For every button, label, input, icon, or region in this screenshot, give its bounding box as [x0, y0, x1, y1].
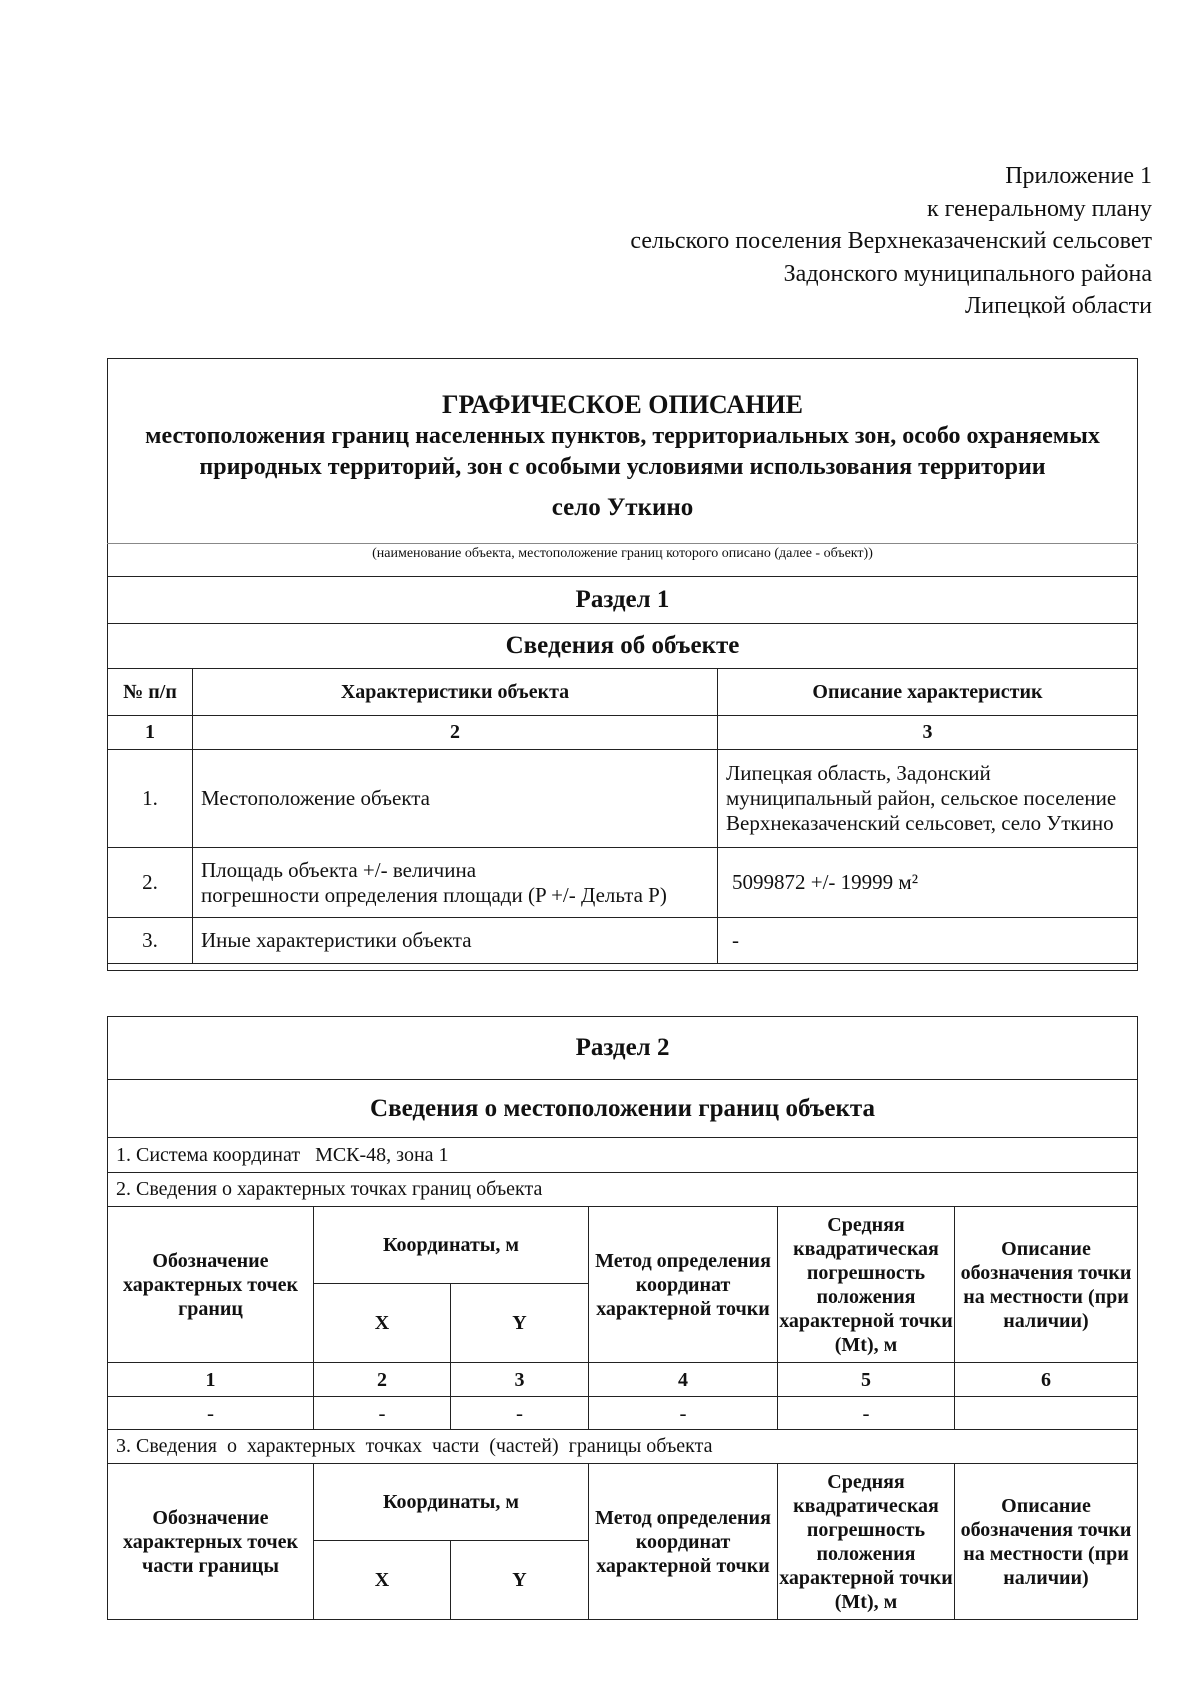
- header-line: сельского поселения Верхнеказаченский сельсовет: [630, 228, 1152, 254]
- coord-system-label: 1. Система координат: [116, 1143, 301, 1166]
- col-coordinates: Координаты, м: [314, 1464, 589, 1541]
- col-location-description: Описание обозначения точки на местности (при наличии): [955, 1464, 1138, 1620]
- section2-heading: Сведения о местоположении границ объекта: [108, 1080, 1138, 1138]
- column-number: 1: [108, 716, 193, 750]
- table-row: [108, 1397, 1138, 1430]
- header-line: к генеральному плану: [926, 195, 1152, 222]
- col-y: Y: [451, 1284, 589, 1363]
- table-cell: -: [589, 1397, 778, 1430]
- table-tail-row: [108, 964, 1138, 971]
- coord-system-value: МСК-48, зона 1: [315, 1143, 449, 1166]
- header-line: Липецкой области: [965, 293, 1152, 319]
- table-cell: -: [314, 1397, 451, 1430]
- column-number: 4: [589, 1363, 778, 1397]
- column-number: 5: [778, 1363, 955, 1397]
- row-characteristic: [193, 848, 718, 918]
- col-method: Метод определения координат характерной точки: [589, 1464, 778, 1620]
- row-number: 2.: [108, 848, 193, 918]
- section2-name: Раздел 2: [108, 1017, 1138, 1080]
- row-characteristic: Иные характеристики объекта: [193, 918, 718, 964]
- row-description: Липецкая область, Задонский муниципальный район, сельское поселение Верхнеказаченский сельсовет, село Уткино: [718, 750, 1138, 848]
- column-number: 6: [955, 1363, 1138, 1397]
- row-characteristic: Местоположение объекта: [193, 750, 718, 848]
- row-number: 3.: [108, 918, 193, 964]
- table-cell: -: [108, 1397, 314, 1430]
- row-description: -: [718, 918, 1138, 964]
- table-row: [108, 918, 1138, 964]
- col-error: Средняя квадратическая погрешность положения характерной точки (Mt), м: [778, 1207, 955, 1363]
- col-x: X: [314, 1284, 451, 1363]
- col-method: Метод определения координат характерной точки: [589, 1207, 778, 1363]
- table-row: [108, 750, 1138, 848]
- col-error: Средняя квадратическая погрешность положения характерной точки (Mt), м: [778, 1464, 955, 1620]
- appendix-header: [630, 160, 1152, 323]
- table-cell: -: [778, 1397, 955, 1430]
- coord-system-line: [108, 1138, 1138, 1173]
- row-number: 1.: [108, 750, 193, 848]
- column-number: 2: [193, 716, 718, 750]
- section1-heading: Сведения об объекте: [108, 624, 1138, 669]
- column-number: 3: [451, 1363, 589, 1397]
- column-number: 3: [718, 716, 1138, 750]
- col-x: X: [314, 1541, 451, 1620]
- col-y: Y: [451, 1541, 589, 1620]
- row-description: 5099872 +/- 19999 м²: [718, 848, 1138, 918]
- header-line: Приложение 1: [1005, 163, 1152, 189]
- col-designation: Обозначение характерных точек границ: [108, 1207, 314, 1363]
- col-coordinates: Координаты, м: [314, 1207, 589, 1284]
- document-title-block: [108, 359, 1138, 544]
- header-line: Задонского муниципального района: [783, 260, 1152, 287]
- column-number: 2: [314, 1363, 451, 1397]
- document-subtitle: местоположения границ населенных пунктов, территориальных зон, особо охраняемых природных территорий, зон с особыми условиями использования территории: [145, 423, 1100, 480]
- col-designation: Обозначение характерных точек части границы: [108, 1464, 314, 1620]
- section1-table: [107, 358, 1138, 971]
- section1-name: Раздел 1: [108, 577, 1138, 624]
- parts-heading: 3. Сведения о характерных точках части (частей) границы объекта: [108, 1430, 1138, 1464]
- table-cell: -: [451, 1397, 589, 1430]
- document-title: ГРАФИЧЕСКОЕ ОПИСАНИЕ: [442, 390, 803, 419]
- section2-table: [107, 1016, 1138, 1620]
- object-name: село Уткино: [551, 494, 694, 521]
- table-row: [108, 848, 1138, 918]
- table-cell: [955, 1397, 1138, 1430]
- col-location-description: Описание обозначения точки на местности (при наличии): [955, 1207, 1138, 1363]
- object-name-note: (наименование объекта, местоположение границ которого описано (далее - объект)): [108, 544, 1138, 577]
- column-number: 1: [108, 1363, 314, 1397]
- points-heading: 2. Сведения о характерных точках границ объекта: [108, 1173, 1138, 1207]
- column-header-description: Описание характеристик: [718, 669, 1138, 716]
- column-header-characteristic: Характеристики объекта: [193, 669, 718, 716]
- column-header-number: № п/п: [108, 669, 193, 716]
- row-characteristic-line: Площадь объекта +/- величина: [201, 857, 477, 882]
- row-characteristic-line: погрешности определения площади (P +/- Дельта P): [201, 882, 667, 907]
